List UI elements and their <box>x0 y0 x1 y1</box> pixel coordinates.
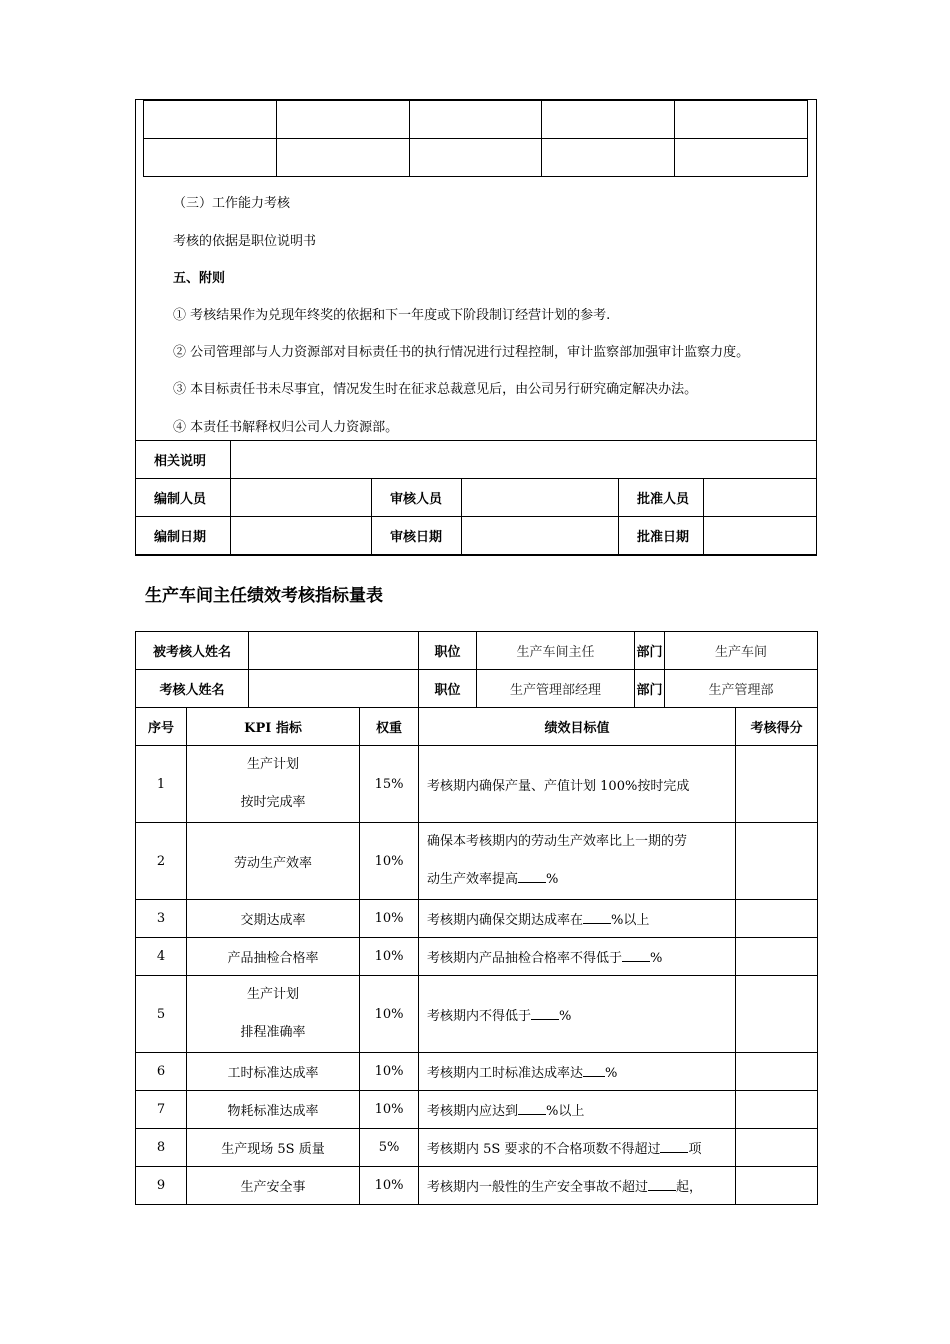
appendix-item-3: ③ 本目标责任书未尽事宜，情况发生时在征求总裁意见后，由公司另行研究确定解决办法。 <box>173 382 698 397</box>
related-notes-label: 相关说明 <box>136 441 231 479</box>
kpi-target-prefix: 考核期内确保交期达成率在 <box>427 913 584 928</box>
fill-in-blank <box>660 1142 688 1153</box>
section-three-text: 考核的依据是职位说明书 <box>173 234 317 249</box>
table-row <box>136 441 817 479</box>
kpi-target <box>419 1129 736 1167</box>
empty-cell <box>409 139 542 177</box>
prepared-date-label: 编制日期 <box>136 517 231 555</box>
kpi-target <box>419 976 736 1053</box>
kpi-target-suffix: % <box>650 951 663 966</box>
kpi-name: 生产现场 5S 质量 <box>187 1129 360 1167</box>
kpi-name: 物耗标准达成率 <box>187 1091 360 1129</box>
kpi-score-field <box>736 1091 818 1129</box>
fill-in-blank <box>648 1180 676 1191</box>
kpi-score-field <box>736 938 818 976</box>
empty-cell <box>675 139 808 177</box>
approved-date-field <box>704 517 817 555</box>
kpi-target-suffix: 起， <box>676 1180 703 1195</box>
kpi-name-line2: 按时完成率 <box>240 795 306 810</box>
table-row <box>136 1129 818 1167</box>
kpi-target-line2: 动生产效率提高 <box>427 872 519 887</box>
table-row <box>136 823 818 900</box>
appraisee-position-label: 职位 <box>419 632 477 670</box>
appendix-item-1: ① 考核结果作为兑现年终奖的依据和下一年度或下阶段制订经营计划的参考. <box>173 308 611 323</box>
table-row <box>136 1091 818 1129</box>
kpi-target <box>419 1091 736 1129</box>
table-row <box>136 976 818 1053</box>
sheet-title: 生产车间主任绩效考核指标量表 <box>145 586 383 606</box>
table-row <box>144 101 808 139</box>
appraisee-name-label: 被考核人姓名 <box>136 632 249 670</box>
empty-grid-table <box>143 100 808 177</box>
kpi-target-suffix: %以上 <box>611 913 650 928</box>
reviewed-by-label: 审核人员 <box>372 479 462 517</box>
kpi-name: 产品抽检合格率 <box>187 938 360 976</box>
appraisee-position-value: 生产车间主任 <box>477 632 635 670</box>
table-row <box>144 139 808 177</box>
kpi-name <box>187 976 360 1053</box>
kpi-target-suffix: 项 <box>688 1142 702 1157</box>
kpi-no: 8 <box>136 1129 187 1167</box>
kpi-target-suffix: %以上 <box>546 1104 585 1119</box>
empty-cell <box>542 101 675 139</box>
kpi-target-prefix: 考核期内不得低于 <box>427 1008 532 1024</box>
kpi-weight: 5% <box>360 1129 419 1167</box>
approved-by-field <box>704 479 817 517</box>
fill-in-blank <box>518 872 546 883</box>
kpi-target <box>419 823 736 900</box>
reviewed-date-label: 审核日期 <box>372 517 462 555</box>
appraiser-position-label: 职位 <box>419 670 477 708</box>
empty-cell <box>542 139 675 177</box>
empty-cell <box>276 101 409 139</box>
kpi-no: 6 <box>136 1053 187 1091</box>
empty-cell <box>144 139 277 177</box>
appraiser-name-label: 考核人姓名 <box>136 670 249 708</box>
col-score-header: 考核得分 <box>736 708 818 746</box>
kpi-target-prefix: 考核期内 5S 要求的不合格项数不得超过 <box>427 1142 661 1157</box>
kpi-target-prefix: 考核期内产品抽检合格率不得低于 <box>427 951 623 966</box>
kpi-no: 7 <box>136 1091 187 1129</box>
kpi-weight: 10% <box>360 976 419 1053</box>
table-row <box>136 1167 818 1205</box>
reviewed-date-field <box>462 517 619 555</box>
fill-in-blank <box>531 1009 559 1020</box>
kpi-score-field <box>736 746 818 823</box>
kpi-no: 2 <box>136 823 187 900</box>
kpi-name-line1: 生产计划 <box>247 757 300 772</box>
fill-in-blank <box>622 951 650 962</box>
col-no-header: 序号 <box>136 708 187 746</box>
kpi-weight: 10% <box>360 1053 419 1091</box>
kpi-weight: 10% <box>360 1091 419 1129</box>
table-row <box>136 900 818 938</box>
kpi-target-suffix: % <box>605 1066 618 1081</box>
appendix-item-4: ④ 本责任书解释权归公司人力资源部。 <box>173 420 399 435</box>
kpi-no: 1 <box>136 746 187 823</box>
kpi-name-line1: 生产计划 <box>247 987 300 1002</box>
kpi-name: 劳动生产效率 <box>187 823 360 900</box>
kpi-table <box>135 631 818 1205</box>
empty-cell <box>409 101 542 139</box>
kpi-name-line2: 排程准确率 <box>240 1025 306 1040</box>
kpi-score-field <box>736 1167 818 1205</box>
kpi-weight: 10% <box>360 900 419 938</box>
kpi-no: 9 <box>136 1167 187 1205</box>
kpi-score-field <box>736 900 818 938</box>
header-row <box>136 670 818 708</box>
empty-cell <box>675 101 808 139</box>
prepared-date-field <box>231 517 372 555</box>
table-row <box>136 746 818 823</box>
approved-date-label: 批准日期 <box>619 517 704 555</box>
kpi-no: 5 <box>136 976 187 1053</box>
appendix-item-2: ② 公司管理部与人力资源部对目标责任书的执行情况进行过程控制，审计监察部加强审计监察力度。 <box>173 345 750 360</box>
kpi-weight: 10% <box>360 1167 419 1205</box>
kpi-weight: 10% <box>360 823 419 900</box>
kpi-target-prefix: 考核期内工时标准达成率达 <box>427 1066 584 1081</box>
appraisee-dept-label: 部门 <box>635 632 665 670</box>
col-weight-header: 权重 <box>360 708 419 746</box>
appraiser-position-value: 生产管理部经理 <box>477 670 635 708</box>
header-row <box>136 632 818 670</box>
kpi-name <box>187 746 360 823</box>
table-row <box>136 479 817 517</box>
kpi-name: 交期达成率 <box>187 900 360 938</box>
kpi-weight: 15% <box>360 746 419 823</box>
kpi-target <box>419 900 736 938</box>
kpi-target-suffix: % <box>559 1008 572 1024</box>
kpi-score-field <box>736 976 818 1053</box>
kpi-weight: 10% <box>360 938 419 976</box>
appraisee-name-field <box>249 632 419 670</box>
kpi-target-line1: 确保本考核期内的劳动生产效率比上一期的劳 <box>427 834 688 849</box>
fill-in-blank <box>518 1104 546 1115</box>
kpi-target: 考核期内确保产量、产值计划 100%按时完成 <box>419 746 736 823</box>
fill-in-blank <box>583 1066 605 1077</box>
empty-cell <box>144 101 277 139</box>
kpi-score-field <box>736 1129 818 1167</box>
kpi-target <box>419 938 736 976</box>
related-notes-field <box>231 441 817 479</box>
reviewed-by-field <box>462 479 619 517</box>
sign-off-table <box>135 440 817 555</box>
kpi-target-prefix: 考核期内一般性的生产安全事故不超过 <box>427 1180 649 1195</box>
kpi-score-field <box>736 823 818 900</box>
table-row <box>136 938 818 976</box>
column-header-row <box>136 708 818 746</box>
kpi-target <box>419 1167 736 1205</box>
kpi-target-prefix: 考核期内应达到 <box>427 1104 519 1119</box>
kpi-target-suffix: % <box>546 872 559 887</box>
appraiser-dept-label: 部门 <box>635 670 665 708</box>
prepared-by-field <box>231 479 372 517</box>
kpi-target <box>419 1053 736 1091</box>
appraisee-dept-value: 生产车间 <box>665 632 818 670</box>
col-kpi-header: KPI 指标 <box>187 708 360 746</box>
prepared-by-label: 编制人员 <box>136 479 231 517</box>
kpi-name: 生产安全事 <box>187 1167 360 1205</box>
empty-cell <box>276 139 409 177</box>
appendix-title: 五、附则 <box>173 271 226 286</box>
kpi-no: 4 <box>136 938 187 976</box>
table-row <box>136 517 817 555</box>
col-target-header: 绩效目标值 <box>419 708 736 746</box>
appraiser-dept-value: 生产管理部 <box>665 670 818 708</box>
appraiser-name-field <box>249 670 419 708</box>
section-three-title: （三）工作能力考核 <box>173 196 291 211</box>
approved-by-label: 批准人员 <box>619 479 704 517</box>
kpi-no: 3 <box>136 900 187 938</box>
kpi-score-field <box>736 1053 818 1091</box>
table-row <box>136 1053 818 1091</box>
kpi-name: 工时标准达成率 <box>187 1053 360 1091</box>
fill-in-blank <box>583 913 611 924</box>
